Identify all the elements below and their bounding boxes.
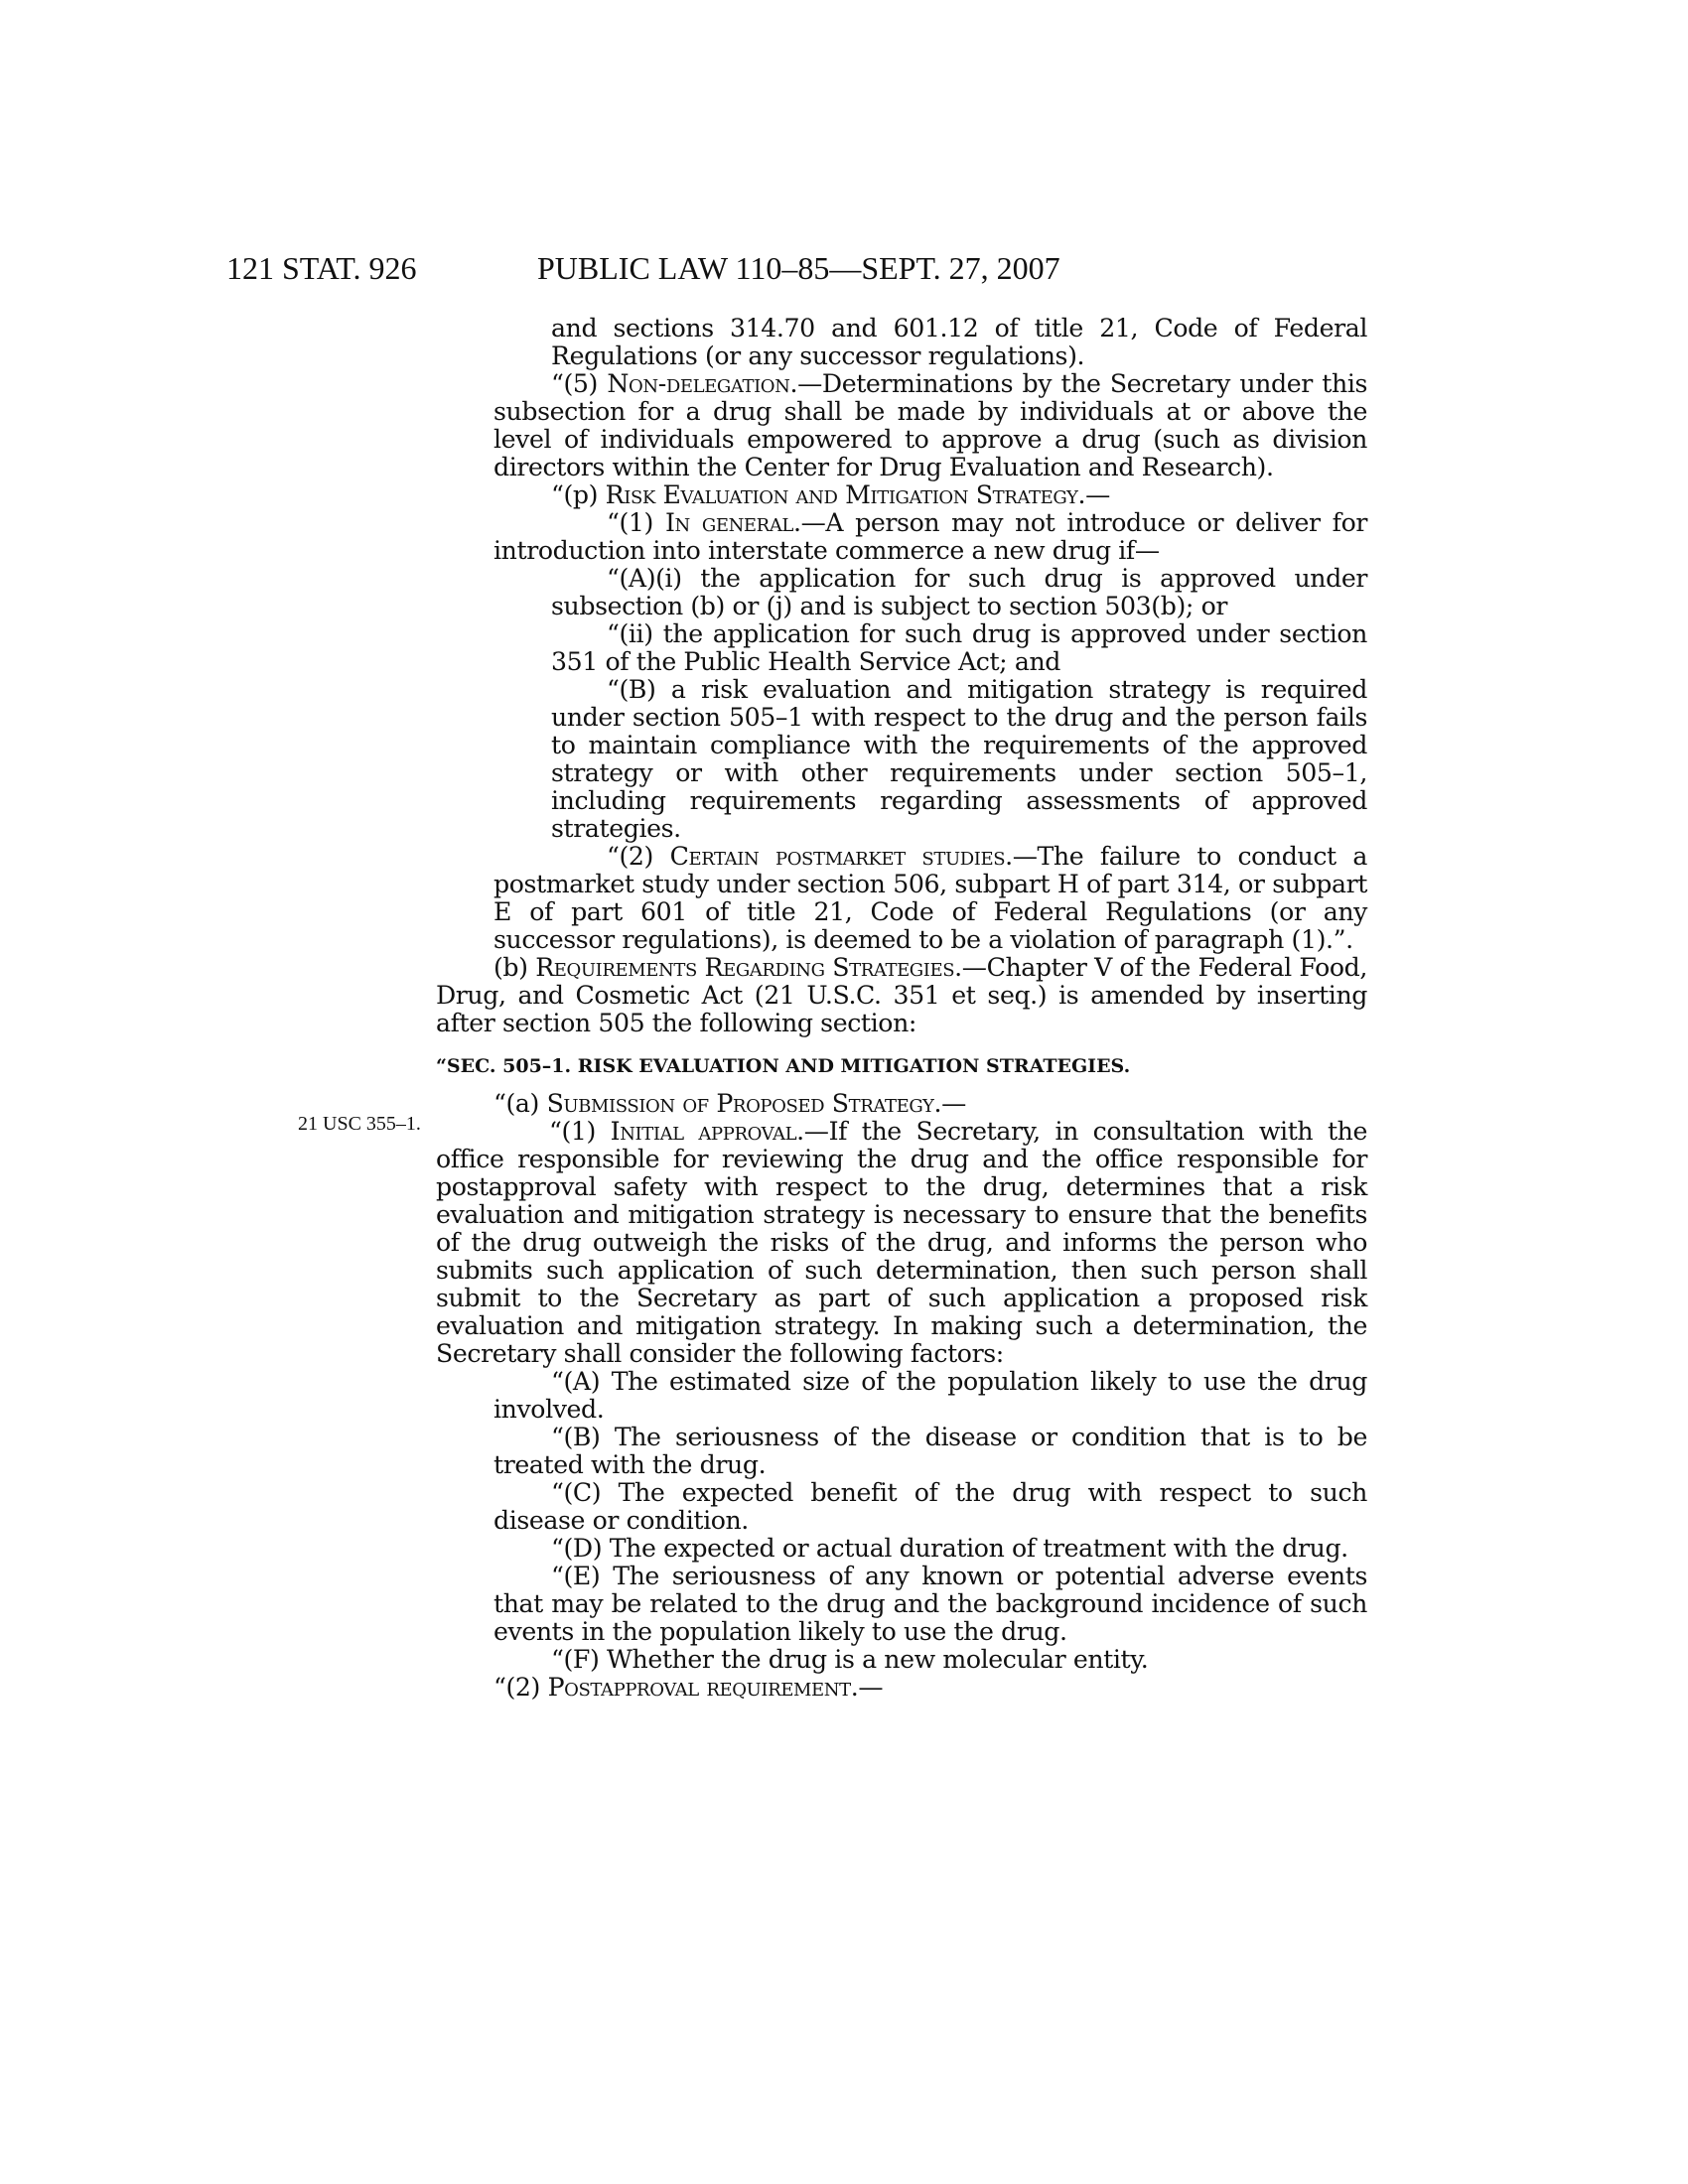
- subparagraph-b: “(B) a risk evaluation and mitigation strategy is required under section 505–1 with respect to the drug and the person fails to maintain compliance with the requirements of the approved strategy or with other requirements under section 505–1, including requirements regarding assessments of approved strategies.: [551, 675, 1367, 843]
- running-header: [0, 250, 1688, 290]
- paragraph-initial-approval: “(1) Initial approval.—If the Secretary, in consultation with the office responsible for reviewing the drug and the office responsible for postapproval safety with respect to the drug, determines that a risk evaluation and mitigation strategy is necessary to ensure that the benefits of the drug outweigh the risks of the drug, and informs the person who submits such application of such determination, then such person shall submit to the Secretary as part of such application a proposed risk evaluation and mitigation strategy. In making such a determination, the Secretary shall consider the following factors:: [436, 1117, 1367, 1368]
- paragraph-postmarket-studies: “(2) Certain postmarket studies.—The failure to conduct a postmarket study under section 506, subpart H of part 314, or subpart E of part 601 of title 21, Code of Federal Regulations (or any successor regulations), is deemed to be a violation of paragraph (1).”.: [493, 842, 1368, 954]
- factor-c: “(C) The expected benefit of the drug with respect to such disease or condition.: [493, 1478, 1367, 1535]
- factor-e: “(E) The seriousness of any known or potential adverse events that may be related to the drug and the background incidence of such events in the population likely to use the drug.: [493, 1562, 1367, 1646]
- subsection-b-requirements: (b) Requirements Regarding Strategies.—Chapter V of the Federal Food, Drug, and Cosmetic Act (21 U.S.C. 351 et seq.) is amended by inserting after section 505 the following section:: [436, 953, 1367, 1037]
- paragraph-continuation: and sections 314.70 and 601.12 of title 21, Code of Federal Regulations (or any successor regulations).: [551, 314, 1367, 370]
- subsection-p-heading: “(p) Risk Evaluation and Mitigation Strategy.—: [551, 480, 1110, 509]
- statute-page-reference: 121 STAT. 926: [226, 250, 417, 286]
- subsection-a-heading: “(a) Submission of Proposed Strategy.—: [493, 1089, 966, 1118]
- paragraph-postapproval-heading: “(2) Postapproval requirement.—: [493, 1673, 884, 1702]
- public-law-citation: PUBLIC LAW 110–85—SEPT. 27, 2007: [537, 250, 1060, 286]
- factor-f: “(F) Whether the drug is a new molecular entity.: [551, 1645, 1149, 1674]
- factor-b: “(B) The seriousness of the disease or condition that is to be treated with the drug.: [493, 1423, 1367, 1479]
- clause-ii: “(ii) the application for such drug is approved under section 351 of the Public Health Service Act; and: [551, 619, 1367, 676]
- paragraph-non-delegation: “(5) Non-delegation.—Determinations by the Secretary under this subsection for a drug shall be made by individuals at or above the level of individuals empowered to approve a drug (such as division directors within the Center for Drug Evaluation and Research).: [493, 369, 1367, 481]
- section-505-1-heading: “SEC. 505–1. RISK EVALUATION AND MITIGATION STRATEGIES.: [436, 1055, 1131, 1077]
- paragraph-in-general: “(1) In general.—A person may not introduce or deliver for introduction into interstate commerce a new drug if—: [493, 508, 1367, 565]
- factor-a: “(A) The estimated size of the population likely to use the drug involved.: [493, 1367, 1367, 1424]
- factor-d: “(D) The expected or actual duration of treatment with the drug.: [551, 1534, 1348, 1563]
- clause-a-i: “(A)(i) the application for such drug is approved under subsection (b) or (j) and is subject to section 503(b); or: [551, 564, 1367, 620]
- usc-margin-note: 21 USC 355–1.: [298, 1113, 421, 1135]
- statute-body: [436, 314, 1368, 1702]
